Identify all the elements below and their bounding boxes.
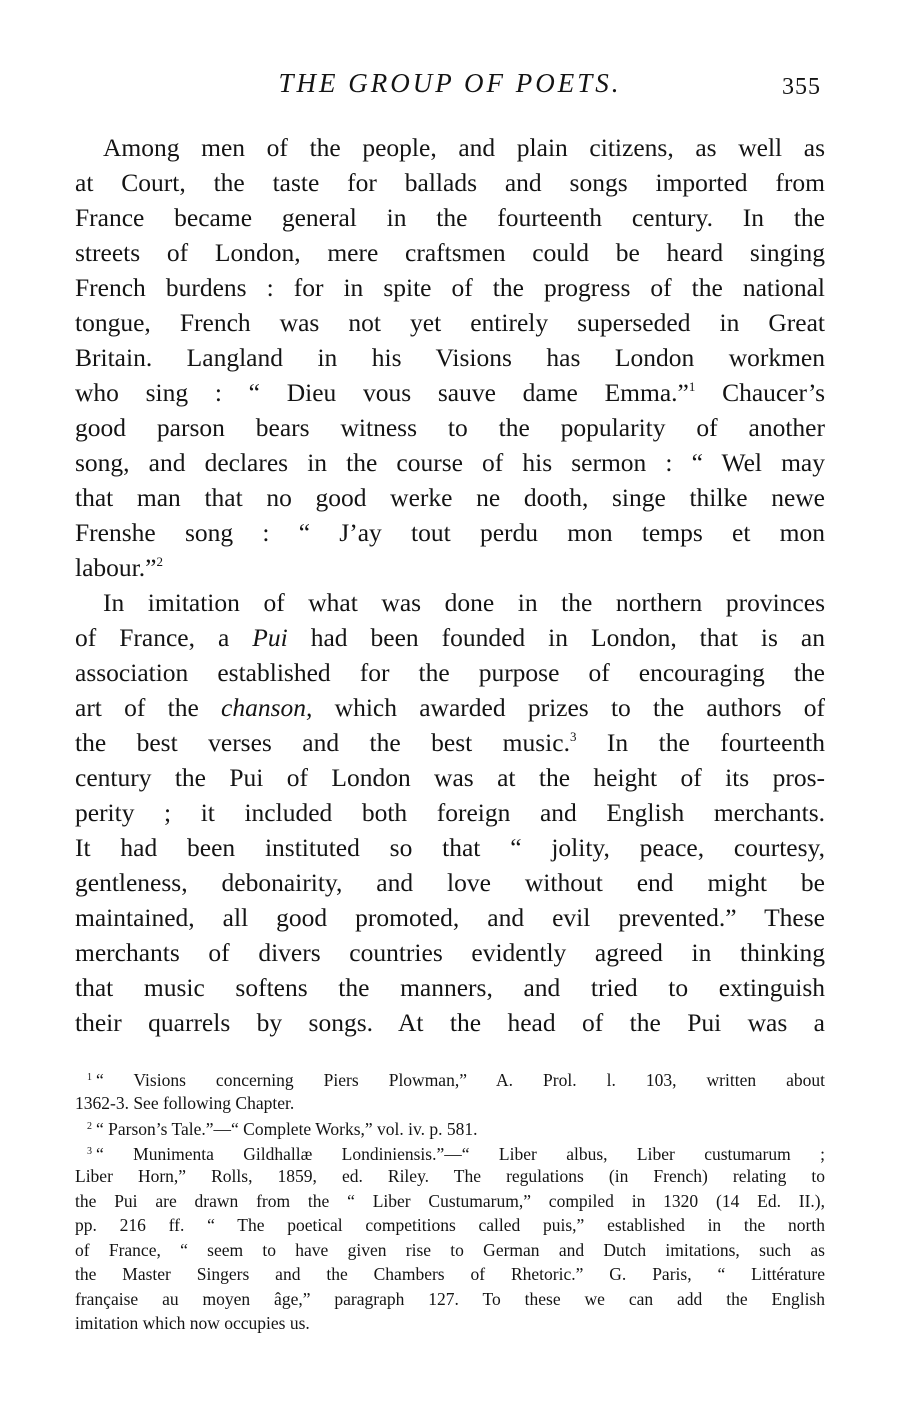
text-line: In imitation of what was done in the northern provinces bbox=[103, 588, 825, 617]
text-line bbox=[75, 690, 825, 725]
footnote-text: “ Parson’s Tale.”—“ Complete Works,” vol. iv. p. 581. bbox=[96, 1119, 478, 1139]
footnote-line: Liber Horn,” Rolls, 1859, ed. Riley. The regulations (in French) relating to bbox=[75, 1166, 825, 1186]
text-line: Frenshe song : “ J’ay tout perdu mon temps et mon bbox=[75, 518, 825, 547]
footnote-2 bbox=[75, 1115, 825, 1140]
footnote-1 bbox=[75, 1066, 825, 1115]
running-head: THE GROUP OF POETS. bbox=[278, 68, 622, 98]
text-line: gentleness, debonairity, and love without end might be bbox=[75, 868, 825, 897]
text-line: merchants of divers countries evidently agreed in thinking bbox=[75, 938, 825, 967]
footnote-text: “ Munimenta Gildhallæ Londiniensis.”—“ Liber albus, Liber custumarum ; bbox=[96, 1143, 825, 1164]
text-line: their quarrels by songs. At the head of the Pui was a bbox=[75, 1008, 825, 1037]
italic-term: chanson, bbox=[221, 693, 313, 722]
text-line: that music softens the manners, and tried to extinguish bbox=[75, 973, 825, 1002]
text-line: maintained, all good promoted, and evil prevented.” These bbox=[75, 903, 825, 932]
text-segment: labour.” bbox=[75, 553, 157, 582]
text-segment: Chaucer’s bbox=[695, 378, 825, 407]
text-line: good parson bears witness to the popularity of another bbox=[75, 413, 825, 442]
text-line bbox=[75, 725, 825, 760]
text-line: association established for the purpose of encouraging the bbox=[75, 658, 825, 687]
footnote-ref-2: 2 bbox=[156, 554, 163, 569]
footnote-mark: 2 bbox=[87, 1121, 92, 1132]
text-line: France became general in the fourteenth century. In the bbox=[75, 203, 825, 232]
footnote-line bbox=[75, 1066, 825, 1091]
text-line: French burdens : for in spite of the progress of the national bbox=[75, 273, 825, 302]
text-line: century the Pui of London was at the height of its pros- bbox=[75, 763, 825, 792]
text-line: perity ; it included both foreign and English merchants. bbox=[75, 798, 825, 827]
text-segment: had been founded in London, that is an bbox=[287, 623, 825, 652]
text-segment: art of the bbox=[75, 693, 222, 722]
footnote-ref-3: 3 bbox=[569, 729, 577, 744]
page-number: 355 bbox=[782, 74, 821, 100]
footnotes bbox=[75, 1066, 825, 1336]
text-line: Among men of the people, and plain citizens, as well as bbox=[103, 133, 825, 162]
footnote-line: the Master Singers and the Chambers of Rhetoric.” G. Paris, “ Littérature bbox=[75, 1264, 825, 1284]
text-line: tongue, French was not yet entirely superseded in Great bbox=[75, 308, 825, 337]
footnote-line bbox=[75, 1115, 825, 1140]
book-page bbox=[75, 62, 825, 1336]
footnote-line: française au moyen âge,” paragraph 127. To these we can add the English bbox=[75, 1288, 825, 1309]
body-text bbox=[75, 130, 825, 1040]
footnote-line: of France, “ seem to have given rise to German and Dutch imitations, such as bbox=[75, 1239, 825, 1260]
text-line bbox=[75, 550, 825, 585]
text-line: It had been instituted so that “ jolity, peace, courtesy, bbox=[75, 833, 825, 862]
text-line: at Court, the taste for ballads and songs imported from bbox=[75, 168, 825, 197]
text-line: streets of London, mere craftsmen could be heard singing bbox=[75, 238, 825, 267]
italic-term: Pui bbox=[252, 623, 288, 652]
footnote-ref-1: 1 bbox=[688, 379, 696, 394]
paragraph-2 bbox=[75, 585, 825, 1040]
text-segment: the best verses and the best music. bbox=[75, 728, 570, 757]
text-line: song, and declares in the course of his sermon : “ Wel may bbox=[75, 448, 825, 477]
text-line: that man that no good werke ne dooth, singe thilke newe bbox=[75, 483, 825, 512]
text-segment: who sing : “ Dieu vous sauve dame Emma.” bbox=[75, 378, 689, 407]
footnote-mark: 1 bbox=[87, 1072, 92, 1083]
text-segment: In the fourteenth bbox=[576, 728, 825, 757]
paragraph-1 bbox=[75, 130, 825, 585]
footnote-line: the Pui are drawn from the “ Liber Custumarum,” compiled in 1320 (14 Ed. II.), bbox=[75, 1190, 825, 1211]
footnote-line: imitation which now occupies us. bbox=[75, 1313, 310, 1333]
footnote-mark: 3 bbox=[87, 1145, 92, 1157]
footnote-3 bbox=[75, 1140, 825, 1336]
text-line bbox=[75, 620, 825, 655]
page-header bbox=[75, 62, 825, 102]
footnote-line: pp. 216 ff. “ The poetical competitions called puis,” established in the north bbox=[75, 1215, 825, 1235]
text-line: Britain. Langland in his Visions has London workmen bbox=[75, 343, 825, 372]
footnote-line bbox=[75, 1140, 825, 1165]
footnote-line: 1362-3. See following Chapter. bbox=[75, 1092, 295, 1113]
text-segment: of France, a bbox=[75, 623, 253, 652]
text-segment: which awarded prizes to the authors of bbox=[312, 693, 825, 722]
footnote-text: “ Visions concerning Piers Plowman,” A. Prol. l. 103, written about bbox=[96, 1070, 825, 1090]
text-line bbox=[75, 375, 825, 410]
